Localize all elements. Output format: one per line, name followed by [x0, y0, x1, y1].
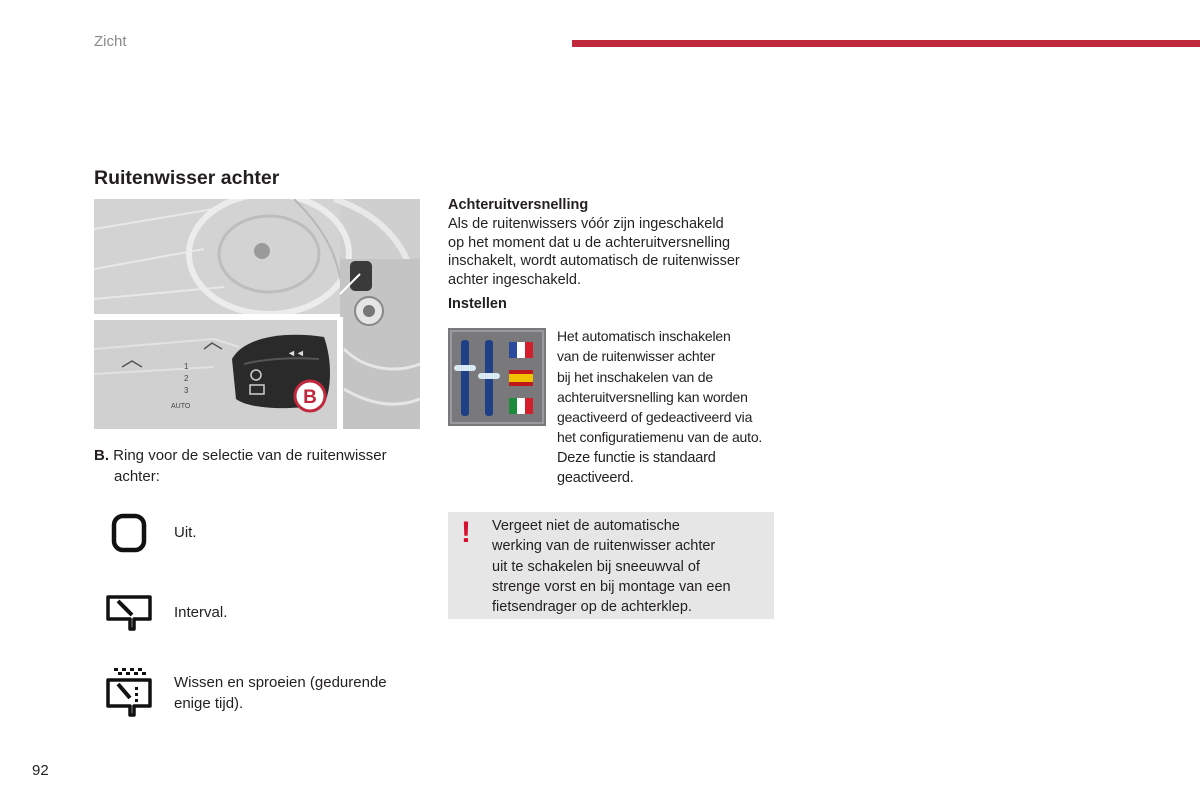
- svg-text:2: 2: [184, 374, 189, 383]
- page-number: 92: [32, 762, 49, 779]
- stalk-illustration: [94, 199, 420, 429]
- settings-text: [557, 326, 787, 488]
- warning-line: fietsendrager op de achterklep.: [492, 599, 692, 616]
- mode-wash-line1: Wissen en sproeien (gedurende: [174, 674, 387, 691]
- reverse-text: [448, 215, 778, 289]
- settings-line: geactiveerd.: [557, 470, 634, 487]
- warning-text: [492, 516, 764, 617]
- reverse-line: achter ingeschakeld.: [448, 271, 581, 288]
- settings-line: bij het inschakelen van de: [557, 368, 713, 385]
- mode-off-label: Uit.: [174, 524, 197, 541]
- caption-text-line2: achter:: [114, 468, 160, 485]
- warning-line: strenge vorst en bij montage van een: [492, 578, 731, 595]
- mode-wash-label: [174, 672, 387, 714]
- warning-line: werking van de ruitenwisser achter: [492, 538, 716, 555]
- auto-label: AUTO: [171, 403, 191, 410]
- settings-line: het configuratiemenu van de auto.: [557, 429, 763, 446]
- settings-line: van de ruitenwisser achter: [557, 348, 716, 365]
- reverse-line: Als de ruitenwissers vóór zijn ingeschakeld: [448, 216, 724, 232]
- caption-text-line1: Ring voor de selectie van de ruitenwisser: [113, 447, 387, 464]
- reverse-line: op het moment dat u de achteruitversnelling: [448, 234, 731, 251]
- settings-line: geactiveerd of gedeactiveerd via: [557, 409, 753, 426]
- reverse-line: inschakelt, wordt automatisch de ruitenwisser: [448, 253, 740, 269]
- wiper-off-icon: [96, 501, 162, 563]
- settings-line: Het automatisch inschakelen: [557, 328, 731, 344]
- callout-b-letter: B: [303, 387, 317, 408]
- header-accent-bar: [572, 40, 1200, 47]
- config-menu-illustration: [448, 328, 546, 426]
- mode-wash-line2: enige tijd).: [174, 695, 244, 712]
- warning-line: uit te schakelen bij sneeuwval of: [492, 558, 700, 575]
- settings-line: Deze functie is standaard: [557, 449, 716, 466]
- section-label: Zicht: [94, 33, 127, 50]
- settings-line: achteruitversnelling kan worden: [557, 388, 748, 405]
- warning-line: Vergeet niet de automatische: [492, 518, 680, 534]
- warning-icon: !: [461, 516, 471, 549]
- wiper-wash-icon: [96, 660, 162, 722]
- settings-heading: Instellen: [448, 296, 507, 312]
- reverse-heading: Achteruitversnelling: [448, 197, 589, 213]
- svg-text:3: 3: [184, 386, 189, 395]
- svg-text:1: 1: [184, 362, 189, 371]
- stalk-illustration-drawing: [94, 199, 420, 429]
- page-title: Ruitenwisser achter: [94, 167, 280, 189]
- caption-b: [94, 445, 414, 487]
- caption-label: B.: [94, 447, 109, 464]
- mode-interval-label: Interval.: [174, 604, 228, 621]
- svg-text:◄◄: ◄◄: [287, 348, 305, 358]
- wiper-interval-icon: [96, 583, 162, 645]
